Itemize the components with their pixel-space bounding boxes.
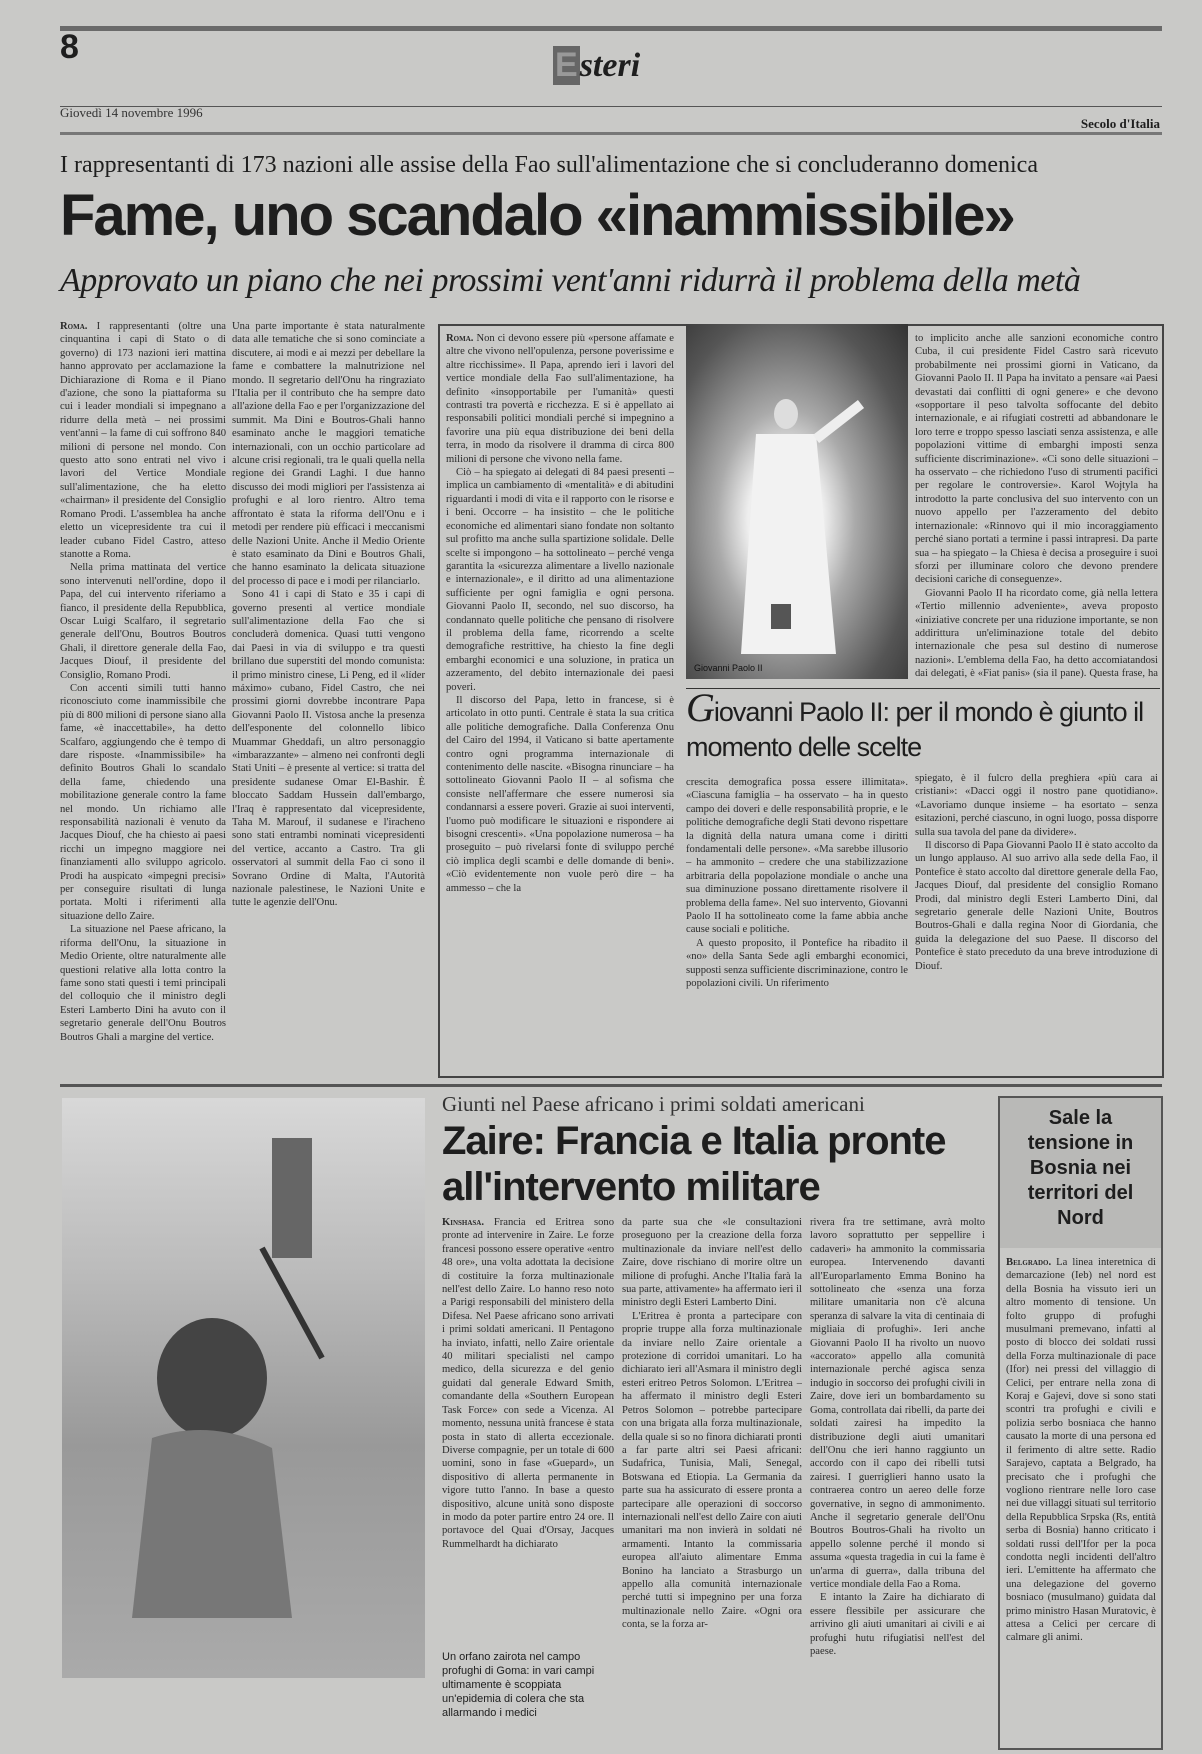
pope-photo-caption: Giovanni Paolo II [694, 663, 763, 673]
issue-date: Giovedì 14 novembre 1996 [60, 105, 203, 120]
paragraph: Giovanni Paolo II ha ricordato come, già nella lettera «Tertio millennio adveniente», aveva proposto «iniziative concrete per una riduzione importante, se non addirittura un'eliminazione totale del debito internazionale che pesa sul destino di numerose nazioni». L'emblema della Fao, ha detto accomiatandosi dai delegati, è «Fiat panis» (sia il pane). Questa frase, ha spiegato, è il fulcro della preghiera «più cara ai cristiani»: «Dacci oggi il nostro pane quotidiano». «Lavoriamo dunque insieme – ha esortato – senza esitazioni, perché ciascuno, in ogni luogo, possa disporre sulla sua tavola del pane da dividere». [915, 587, 1158, 838]
paragraph: rivera fra tre settimane, avrà molto lavoro soprattutto per seppellire i cadaveri» ha ammonito la commissaria europea. Intervenendo davanti all'Europarlamento Emma Bonino ha sottolineato che «senza una forza militare umanitaria non c'è alcuna speranza di salvare la vita di centinaia di migliaia di profughi». Ieri anche Giovanni Paolo II ha rivolto un nuovo «accorato» appello alla comunità internazionale perché agisca senza indugio in soccorso dei profughi civili in Zaire, dove ieri un bombardamento su Goma, controllata dai ribelli, da parte dei soldati zairesi ha impedito la distribuzione degli aiuti umanitari dell'Onu che ieri hanno raggiunto un accordo con il capo dei ribelli tutsi zairesi. I guerriglieri hanno usato la contraerea contro un aereo delle forze governative, in segno di ammonimento. Anche il segretario generale dell'Onu Boutros Boutros-Ghali ha rivolto un appello solenne perché il mondo si assuma «questa tragedia in cui la fame è un'arma di guerra», dalla tribuna del vertice mondiale della Fao a Roma. [810, 1217, 985, 1590]
paragraph: to implicito anche alle sanzioni economiche contro Cuba, il cui presidente Fidel Castro sarà ricevuto probabilmente nei prossimi giorni in Vaticano, da Giovanni Paolo II. Il Papa ha invitato a pensare «ai Paesi devastati dai conflitti di ogni genere» e che devono «sopportare il peso talvolta soffocante del debito internazionale, e ai rifugiati costretti ad abbandonare le loro terre e troppo spesso lasciati senza assistenza, e alle popolazioni vittime di embarghi imposti senza sufficiente discriminazione». «Ci sono delle situazioni – ha osservato – che richiedono l'uso di strumenti pacifici per regolare le controversie». Karol Wojtyla ha introdotto la parte conclusiva del suo intervento con un nuovo appello per l'azzeramento del debito internazionale: «Rinnovo qui il mio incoraggiamento perché siano portati a termine i passi intrapresi. Da parte sua – ha spiegato – la Chiesa è decisa a proseguire i suoi sforzi per illuminare coloro che devono prendere decisioni cariche di conseguenze». [915, 333, 1158, 586]
date-rule [60, 106, 1162, 107]
paragraph: Il discorso del Papa, letto in francese, si è articolato in otto punti. Centrale è stata la sua critica alle politiche demografiche. Dalla Conferenza Onu del Cairo del 1994, il Vaticano si batte apertamente contro ogni programma internazionale di contenimento delle nascite. «Bisogna rinunciare – ha sottolineato Giovanni Paolo II – al sofisma che consiste nell'affermare che essere numerosi sia condannarsi a essere poveri. Grazie ai suoi interventi, l'uomo può modificare le situazioni e rispondere ai bisogni crescenti». «Una popolazione numerosa – ha proseguito – può rivelarsi fonte di sviluppo perché ciò implica degli scambi e delle domande di beni». «Ciò evidentemente non vuole però dire – ha ammesso – che la [446, 694, 674, 894]
pope-headline-initial: G [686, 690, 714, 730]
zaire-col-2 [622, 1216, 802, 1748]
orphan-photo-caption: Un orfano zairota nel campo profughi di Goma: in vari campi ultimamente è scoppiata un'epidemia di colera che sta allarmando i medici [442, 1651, 595, 1719]
main-subhead: Approvato un piano che nei prossimi vent'anni ridurrà il problema della metà [60, 262, 1081, 299]
zaire-col-1 [442, 1216, 614, 1642]
paper-name: Secolo d'Italia [1080, 116, 1160, 131]
section-rest: steri [579, 47, 641, 84]
headline-gap [915, 684, 1158, 772]
dateline: Roma. [60, 321, 88, 332]
pope-col-4 [915, 332, 1158, 1072]
paragraph: Con accenti simili tutti hanno riconosciuto come inammissibile che più di 800 milioni di persone siano alla fame, «è inaccettabile», ha detto Scalfaro, aggiungendo che è tempo di dare risposte. «Inammissibile» ha definito Boutros Ghali lo scandalo della fame, chiedendo una mobilitazione generale contro la fame nel mondo. Un richiamo alle responsabilità nazionali è venuto da Jacques Diouf, che ha chiesto ai paesi ricchi un impegno maggiore nei finanziamenti allo sviluppo agricolo. Prodi ha auspicato «impegni precisi» per conseguire risultati di lunga portata. Molti i riferimenti alla situazione dello Zaire. [60, 682, 226, 922]
pope-col-3 [686, 776, 908, 1072]
paragraph: La linea interetnica di demarcazione (Ieb) nel nord est della Bosnia ha vissuto ieri un altro momento di tensione. Un folto gruppo di profughi musulmani premevano, infatti al posto di blocco dei soldati russi della Forza multinazionale di pace (Ifor) nei pressi del villaggio di Celici, per entrare nella zona di Koraj e Gajevi, dove si sono stati scontri tra profughi e civili e polizia serbo bosniaca che hanno causato la morte di una persona ed il ferimento di altre sette. Radio Sarajevo, captata a Belgrado, ha precisato che i profughi che vogliono rientrare nelle loro case nei due villaggi situati sul territorio della Repubblica Srpska (Rs, entità serba di Bosnia) hanno criticato i soldati russi dell'Ifor per la poca condotta negli incidenti dell'altro ieri. L'emittente ha affermato che una delegazione del governo bosniaco (musulmano) guidata dal primo ministro Hasan Muratovic, è attesa a Celici per cercare di calmare gli animi. [1006, 1257, 1156, 1644]
zaire-col-3 [810, 1216, 985, 1748]
pope-col-1 [446, 332, 674, 1072]
section-rule [60, 1084, 1162, 1087]
child-figure-illustration [62, 1098, 425, 1678]
paragraph: Una parte importante è stata naturalmente data alle tematiche che si sono cominciate a discutere, ai modi e ai mezzi per debellare la fame e combattere la malnutrizione nel mondo. Il segretario dell'Onu ha ringraziato l'Italia per il contributo che ha sempre dato all'azione della Fao e per l'organizzazione del summit. Ma Dini e Boutros-Ghali hanno esaminato anche le maggiori tematiche internazionali, con un occhio particolare ad alcune crisi regionali, tra le quali quella nella regione dei Grandi Laghi. I due hanno discusso dei modi migliori per l'assistenza ai profughi e al loro rientro. Altro tema affrontato è stata la riforma dell'Onu e i metodi per rendere più efficaci i meccanismi delle Nazioni Unite. Anche il Medio Oriente è stato esaminato da Dini e Boutros Ghali, che hanno esaminato la delicata situazione del processo di pace e i modi per rilanciarlo. [232, 321, 425, 587]
page-number: 8 [60, 28, 79, 66]
pope-photo [686, 324, 908, 679]
pope-figure-illustration [686, 324, 908, 679]
section-title [553, 46, 640, 85]
main-article-col-1 [60, 320, 226, 1075]
paragraph: Sono 41 i capi di Stato e 35 i capi di governo presenti al vertice mondiale sull'alimentazione della Fao che si concluderà domenica. Quasi tutti vengono dai Paesi in via di sviluppo e tra questi brillano due superstiti del mondo comunista: il primo ministro cinese, Li Peng, ed il «líder máximo» cubano, Fidel Castro, che nei prossimi giorni dovrebbe incontrare Papa Giovanni Paolo II. Vistosa anche la presenza dell'esponente del colonnello libico Muammar Gheddafi, un altro personaggio «imbarazzante» – almeno nei confronti degli Stati Uniti – è presente al vertice: si tratta del presidente sudanese Omar El-Bashir. È bloccato Saddam Hussein dall'embargo, l'Iraq è rappresentato dal vicepresidente, Taha M. Marouf, il sudanese e l'iracheno sono stati entrambi nominati vicepresidenti del vertice, accanto a Castro. Tra gli osservatori al summit della Fao ci sono il Sovrano Ordine di Malta, l'Autorità nazionale palestinese, le Nazioni Unite e tutte le agenzie dell'Onu. [232, 589, 425, 909]
paragraph: L'Eritrea è pronta a partecipare con proprie truppe alla forza multinazionale da inviare nello Zaire orientale a protezione di corridoi umanitari. Lo ha dichiarato ieri all'Asmara il ministro degli esteri eritreo Petros Solomon. L'Eritrea – ha affermato il ministro degli Esteri Petros Solomon – potrebbe partecipare con una brigata alla forza multinazionale, della quale si so no finora dichiarati pronti a far parte altri sei Paesi africani: Sudafrica, Tunisia, Mali, Senegal, Botswana ed Etiopia. La Germania da parte sua ha assicurato di essere pronta a partecipare alle operazioni di soccorso internazionali nell'est dello Zaire con aiuti umanitari ma non invierà in soldati né armamenti. Intanto la commissaria europea all'aiuto alimentare Emma Bonino ha lanciato a Strasburgo un appello alla comunità internazionale perché tutti si impegnino per una forza multinazionale nello Zaire. «Ogni ora conta, se la forza ar- [622, 1310, 802, 1631]
paragraph: Non ci devono essere più «persone affamate e altre che vivono nell'opulenza, persone poverissime e altre ricchissime». Il Papa, aprendo ieri i lavori del vertice mondiale della Fao sull'alimentazione, ha definito «insopportabile per l'umanità» questi contrasti tra povertà e ricchezza. E si è appellato ai responsabili politici mondiali perché si impegnino a favorire una più equa distribuzione dei beni della terra, in modo da risolvere il dramma di circa 800 milioni di persone che vivono nella fame. [446, 333, 674, 465]
paragraph: Ciò – ha spiegato ai delegati di 84 paesi presenti – implica un cambiamento di «mentalità» e di abitudini riguardanti i modi di vita e il rapporto con le risorse e i beni. Occorre – ha insistito – che le politiche economiche ed alimentari siano fondate non soltanto sul profitto ma anche sulla spartizione solidale. Delle scelte si impongono – ha sottolineato – perché venga garantita la «sicurezza alimentare a livello nazionale e internazionale», e il diritto ad una alimentazione sufficiente per ogni famiglia e ogni persona. Giovanni Paolo II, secondo, nel suo discorso, ha condannato quelle politiche che pensano di risolvere il problema della fame, ricorrendo a scelte demografiche restrittive, ha chiesto la fine degli embarghi economici e una soluzione, in pratica un azzeramento, del debito internazionale dei paesi poveri. [446, 467, 674, 693]
main-kicker: I rappresentanti di 173 nazioni alle assise della Fao sull'alimentazione che si concluderanno domenica [60, 152, 1038, 178]
bosnia-headline: Sale la tensione in Bosnia nei territori del Nord [1000, 1098, 1161, 1248]
header-rule [60, 132, 1162, 135]
section-initial: E [555, 46, 578, 84]
zaire-kicker: Giunti nel Paese africano i primi soldati americani [442, 1092, 865, 1116]
paragraph: I rappresentanti (oltre una cinquantina i capi di Stato o di governo) di 173 nazioni ieri mattina hanno approvato per acclamazione la Dichiarazione di Roma e il Piano d'azione, che sono la piattaforma su cui i leader mondiali si impegnano a ridurre della metà – nei prossimi vent'anni – la fame di cui soffrono 840 milioni di persone nel mondo. Con questo atto sono entrati nel vivo i lavori del Vertice Mondiale sull'alimentazione, che ha eletto «chairman» il presidente del Consiglio Romano Prodi. L'assemblea ha anche eletto un vicepresidente tra cui il leader cubano Fidel Castro, atteso stanotte a Roma. [60, 321, 226, 560]
paragraph: La situazione nel Paese africano, la riforma dell'Onu, la situazione in Medio Oriente, oltre naturalmente alle questioni relative alla lotta contro la fame sono stati questi i temi principali del colloquio che il ministro degli Esteri Lamberto Dini ha avuto con il segretario generale dell'Onu Boutros Boutros Ghali a margine del vertice. [60, 924, 226, 1043]
pope-headline-text: iovanni Paolo II: per il mondo è giunto il momento delle scelte [686, 697, 1144, 762]
paragraph: Il discorso di Papa Giovanni Paolo II è stato accolto da un lungo applauso. Al suo arrivo alla sede della Fao, il Pontefice è stato accolto dal direttore generale della Fao, Jacques Diouf, dal presidente del consiglio Romano Prodi, dal ministro degli Esteri Lamberto Dini, dal segretario generale delle Nazioni Unite, Boutros Boutros-Ghali e dalla regina Noor di Giordania, che guida la delegazione del suo Paese. Il discorso del Pontefice è stato preceduto da una breve introduzione di Diouf. [915, 840, 1158, 972]
main-article-col-2 [232, 320, 425, 1075]
paragraph: A questo proposito, il Pontefice ha ribadito il «no» della Santa Sede agli embarghi economici, supposti senza sufficiente discriminazione, contro le popolazioni civili. Un riferimento [686, 937, 908, 990]
bosnia-body [1006, 1256, 1156, 1746]
top-rule [60, 26, 1162, 31]
paragraph: da parte sua che «le consultazioni proseguono per la creazione della forza multinazionale da inviare nell'est dello Zaire, dove rischiano di morire oltre un milione di profughi. Anche l'Italia farà la sua parte, attivamente» ha affermato ieri il ministro degli Esteri Lamberto Dini. [622, 1217, 802, 1309]
paragraph: Nella prima mattinata del vertice sono intervenuti nell'ordine, dopo il Papa, del cui intervento riferiamo a fianco, il presidente della Repubblica, Oscar Luigi Scalfaro, il segretario generale dell'Onu, Boutros Boutros Ghali, il direttore generale della Fao, Jacques Diouf, il presidente del Consiglio, Romano Prodi. [60, 562, 226, 681]
dateline: Roma. [446, 333, 474, 344]
main-headline: Fame, uno scandalo «inammissibile» [60, 183, 1014, 248]
dateline: Belgrado. [1006, 1257, 1052, 1268]
paragraph: E intanto la Zaire ha dichiarato di essere flessibile per assicurare che arrivino gli aiuti umanitari ai civili e ai profughi hutu rifugiatisi nell'est del paese. [810, 1592, 985, 1657]
paragraph: crescita demografica possa essere illimitata». «Ciascuna famiglia – ha osservato – ha in questo campo dei doveri e delle responsabilità proprie, e le politiche demografiche degli Stati devono rispettare la dignità della natura umana come i diritti fondamentali delle persone». «Ma sarebbe illusorio – ha ammonito – credere che una stabilizzazione arbitraria della popolazione mondiale o anche una sua diminuzione possano direttamente risolvere il problema della fame». Nel suo intervento, Giovanni Paolo II ha sottolineato come la fame abbia anche cause sociali e politiche. [686, 777, 908, 936]
zaire-headline: Zaire: Francia e Italia pronte all'intervento militare [442, 1119, 946, 1209]
dateline: Kinshasa. [442, 1217, 485, 1228]
orphan-photo [62, 1098, 425, 1678]
paragraph: Francia ed Eritrea sono pronte ad intervenire in Zaire. Le forze francesi possono essere operative «entro 48 ore», una volta adottata la decisione di costituire la forza multinazionale nell'est dello Zaire. Lo hanno reso noto a Parigi responsabili del ministero della Difesa. Nel Paese africano sono arrivati i primi soldati americani. Il Pentagono ha inviato, infatti, nello Zaire orientale 40 militari specialisti nel campo medico, della sicurezza e del genio guidati dal generale Edward Smith, comandante della «Southern European Task Force» con sede a Vicenza. Al momento, nessuna unità francese è stata posta in stato di allerta eccezionale. Diverse compagnie, per un totale di 600 uomini, sono in fase «Guepard», un dispositivo di allerta permanente in vigore tutto l'anno. In base a questo dispositivo, alcune unità sono disposte in modo da poter partire entro 24 ore. Il portavoce del Quai d'Orsay, Jacques Rummelhardt ha dichiarato [442, 1217, 614, 1550]
